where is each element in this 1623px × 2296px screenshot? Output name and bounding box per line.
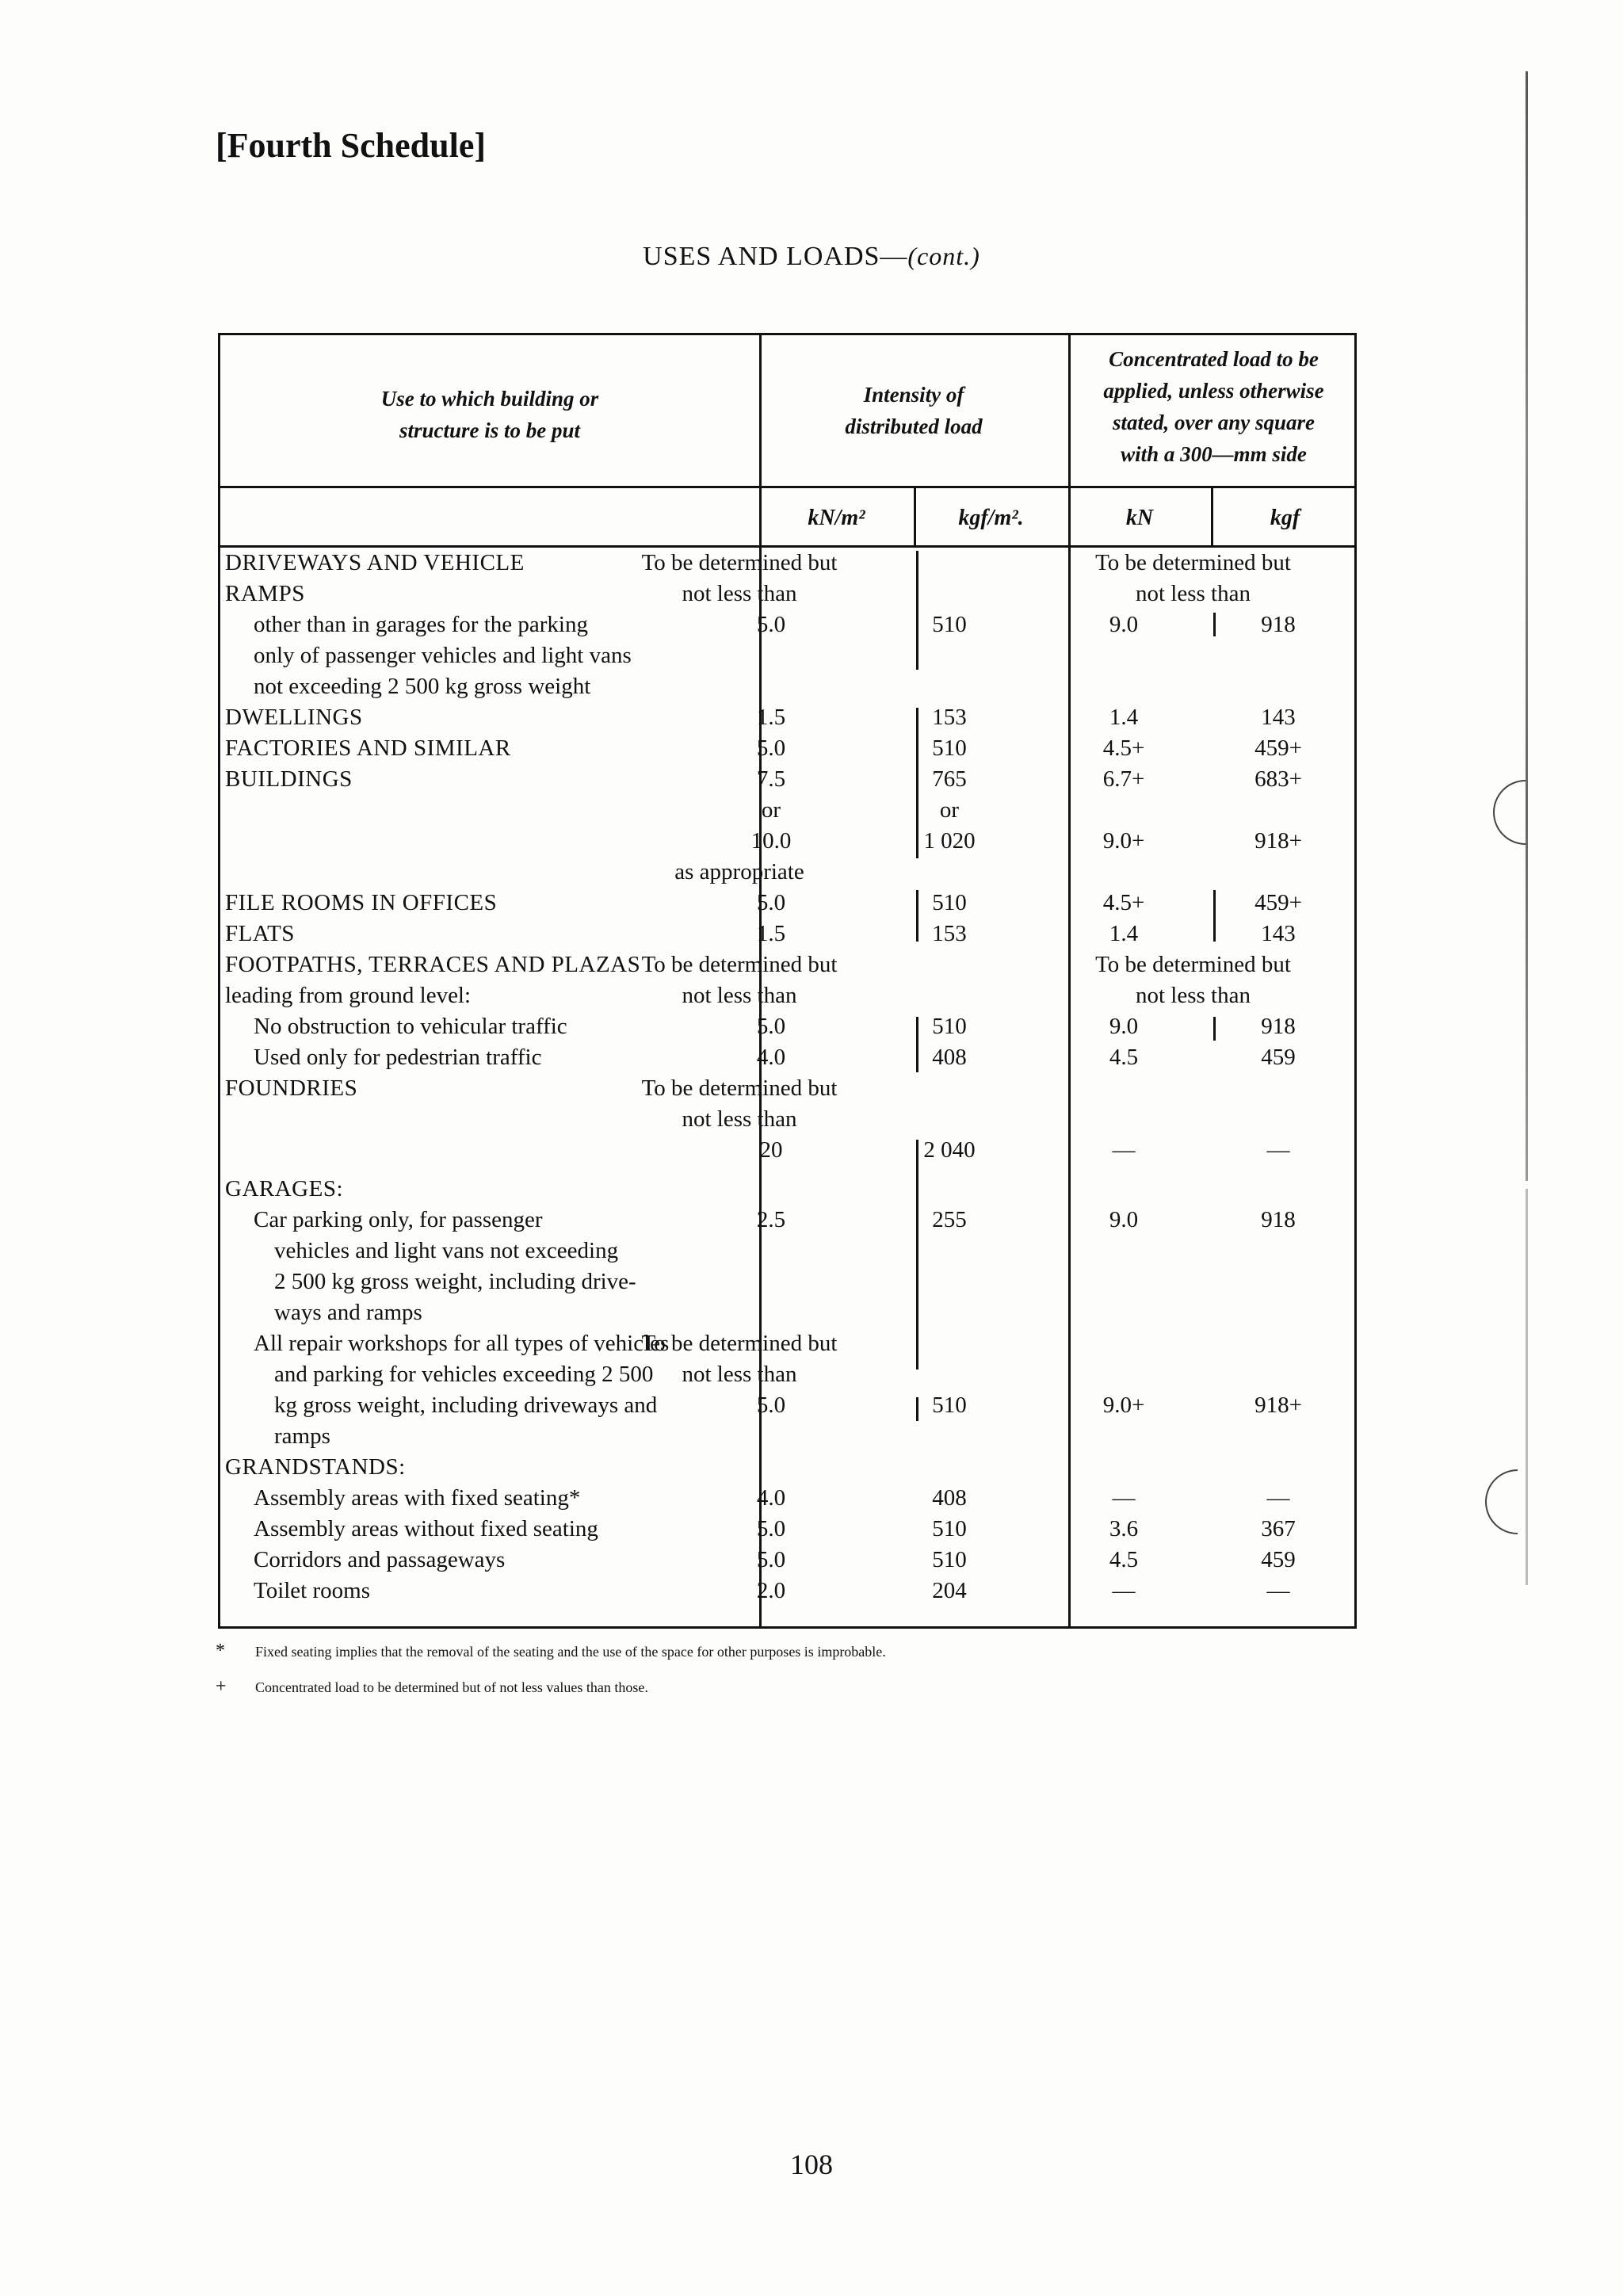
value-divider — [916, 708, 918, 858]
table-row — [220, 1328, 1359, 1359]
unit-kgf-per-m2: kgf/m². — [958, 506, 1024, 530]
kn-cell: 4.5+ — [1102, 735, 1145, 761]
concentrated-note: not less than — [1136, 983, 1251, 1008]
table-row — [220, 764, 1359, 795]
table-row — [220, 795, 1359, 826]
header-conc-line: applied, unless otherwise — [1103, 379, 1324, 403]
use-cell: FOOTPATHS, TERRACES AND PLAZAS — [225, 952, 641, 977]
intensity-note: not less than — [682, 581, 797, 606]
use-cell: FACTORIES AND SIMILAR — [225, 735, 511, 761]
kgf-cell: — — [1266, 1137, 1290, 1163]
use-cell: Car parking only, for passenger — [254, 1207, 543, 1232]
table-row — [220, 1576, 1359, 1606]
kn-m2-cell: 1.5 — [756, 921, 786, 946]
intensity-note: not less than — [682, 983, 797, 1008]
use-cell: Assembly areas without fixed seating — [254, 1516, 598, 1541]
kn-cell: 6.7+ — [1102, 766, 1145, 792]
kn-m2-cell: 5.0 — [756, 1547, 786, 1572]
table-row — [220, 1174, 1359, 1205]
page-title-text: USES AND LOADS— — [643, 242, 908, 271]
use-cell: FILE ROOMS IN OFFICES — [225, 890, 498, 915]
table-row — [220, 548, 1359, 579]
schedule-heading: [Fourth Schedule] — [216, 126, 486, 165]
use-cell: GRANDSTANDS: — [225, 1454, 406, 1480]
binder-hole — [1482, 1466, 1529, 1538]
kgf-cell: — — [1266, 1578, 1290, 1603]
footnote-symbol: * — [216, 1641, 225, 1661]
kn-m2-cell: 4.0 — [756, 1045, 786, 1070]
use-cell: DWELLINGS — [225, 705, 363, 730]
kgf-m2-cell: 510 — [932, 612, 967, 637]
intensity-note: To be determined but — [641, 1075, 838, 1101]
header-concentrated-load — [1068, 343, 1359, 470]
table-row — [220, 1135, 1359, 1166]
value-divider — [1213, 1017, 1216, 1041]
kgf-cell: 459+ — [1254, 890, 1302, 915]
kgf-cell: 459+ — [1254, 735, 1302, 761]
footnote-text: Fixed seating implies that the removal of the seating and the use of the space for other purposes is improbable. — [255, 1644, 886, 1660]
table-row — [220, 609, 1359, 640]
kgf-cell: 918+ — [1254, 1392, 1302, 1418]
intensity-note: not less than — [682, 1362, 797, 1387]
use-cell: FLATS — [225, 921, 295, 946]
use-cell: BUILDINGS — [225, 766, 353, 792]
kn-cell: 4.5 — [1109, 1045, 1139, 1070]
header-conc-line: Concentrated load to be — [1109, 347, 1319, 371]
kn-m2-cell: 5.0 — [756, 890, 786, 915]
use-cell: RAMPS — [225, 581, 305, 606]
use-cell: ramps — [274, 1423, 330, 1449]
table-row — [220, 671, 1359, 702]
concentrated-note: not less than — [1136, 581, 1251, 606]
use-cell: ways and ramps — [274, 1300, 422, 1325]
kgf-m2-cell: 510 — [932, 1516, 967, 1541]
value-divider — [916, 1140, 918, 1370]
unit-kn-per-m2: kN/m² — [808, 506, 865, 530]
kgf-cell: 143 — [1261, 921, 1296, 946]
kn-m2-cell: 7.5 — [756, 766, 786, 792]
unit-kgf: kgf — [1270, 506, 1300, 530]
kn-m2-cell: 5.0 — [756, 612, 786, 637]
use-cell: Used only for pedestrian traffic — [254, 1045, 542, 1070]
kn-cell: 9.0 — [1109, 612, 1139, 637]
table-row — [220, 1514, 1359, 1545]
footnote-symbol: + — [216, 1676, 227, 1697]
table-row — [220, 1236, 1359, 1266]
kn-m2-cell: 2.5 — [756, 1207, 786, 1232]
kn-cell: 1.4 — [1109, 705, 1139, 730]
kn-cell: 4.5 — [1109, 1547, 1139, 1572]
table-row — [220, 1452, 1359, 1483]
header-intensity-line: distributed load — [845, 415, 983, 438]
kgf-cell: 918 — [1261, 1014, 1296, 1039]
page-title-cont: (cont.) — [907, 242, 980, 270]
kgf-m2-cell: 2 040 — [923, 1137, 976, 1163]
kn-m2-cell: 5.0 — [756, 1516, 786, 1541]
value-divider — [916, 551, 918, 670]
table-divider — [220, 486, 1354, 488]
header-intensity — [759, 379, 1068, 442]
kn-cell: — — [1112, 1137, 1136, 1163]
kn-cell: 1.4 — [1109, 921, 1139, 946]
use-cell: leading from ground level: — [225, 983, 472, 1008]
kn-cell: — — [1112, 1578, 1136, 1603]
use-cell: other than in garages for the parking — [254, 612, 588, 637]
use-cell: Toilet rooms — [254, 1578, 370, 1603]
table-row — [220, 640, 1359, 671]
use-cell: No obstruction to vehicular traffic — [254, 1014, 567, 1039]
kgf-m2-cell: 204 — [932, 1578, 967, 1603]
kgf-m2-cell: 153 — [932, 705, 967, 730]
kn-cell: 4.5+ — [1102, 890, 1145, 915]
kgf-m2-cell: 765 — [932, 766, 967, 792]
table-row — [220, 1011, 1359, 1042]
kgf-m2-cell: 510 — [932, 1547, 967, 1572]
header-use — [220, 383, 759, 446]
table-row — [220, 579, 1359, 609]
use-cell: Assembly areas with fixed seating* — [254, 1485, 581, 1511]
kgf-cell: — — [1266, 1485, 1290, 1511]
use-cell: DRIVEWAYS AND VEHICLE — [225, 550, 525, 575]
unit-kn: kN — [1125, 506, 1154, 530]
table-row — [220, 1483, 1359, 1514]
header-intensity-line: Intensity of — [863, 383, 964, 407]
uses-and-loads-table — [218, 333, 1357, 1629]
use-cell: FOUNDRIES — [225, 1075, 358, 1101]
kn-cell: 9.0 — [1109, 1014, 1139, 1039]
kgf-m2-cell: or — [939, 797, 960, 823]
header-use-line: Use to which building or — [380, 387, 599, 411]
table-row — [220, 1104, 1359, 1135]
kn-cell: 9.0+ — [1102, 1392, 1145, 1418]
kn-cell: 3.6 — [1109, 1516, 1139, 1541]
kgf-m2-cell: 510 — [932, 735, 967, 761]
table-row — [220, 1390, 1359, 1421]
table-row — [220, 1297, 1359, 1328]
kn-m2-cell: 4.0 — [756, 1485, 786, 1511]
scan-edge-line — [1526, 71, 1528, 1181]
footnote-text: Concentrated load to be determined but of not less values than those. — [255, 1679, 648, 1695]
header-conc-line: with a 300—mm side — [1121, 442, 1307, 466]
page-title — [0, 242, 1623, 272]
table-row — [220, 1421, 1359, 1452]
kgf-m2-cell: 153 — [932, 921, 967, 946]
use-cell: All repair workshops for all types of vehicles — [254, 1331, 670, 1356]
use-cell: and parking for vehicles exceeding 2 500 — [274, 1362, 654, 1387]
kgf-m2-cell: 408 — [932, 1045, 967, 1070]
kn-m2-cell: 10.0 — [750, 828, 792, 854]
kn-cell: 9.0+ — [1102, 828, 1145, 854]
use-cell: Corridors and passageways — [254, 1547, 506, 1572]
kn-m2-cell: 20 — [759, 1137, 783, 1163]
table-row — [220, 857, 1359, 888]
use-cell: not exceeding 2 500 kg gross weight — [254, 674, 591, 699]
kgf-m2-cell: 510 — [932, 890, 967, 915]
kgf-cell: 367 — [1261, 1516, 1296, 1541]
use-cell: only of passenger vehicles and light vans — [254, 643, 632, 668]
table-row — [220, 1266, 1359, 1297]
kn-m2-cell: 5.0 — [756, 1014, 786, 1039]
table-row — [220, 733, 1359, 764]
table-row — [220, 1205, 1359, 1236]
kn-cell: — — [1112, 1485, 1136, 1511]
intensity-note: as appropriate — [674, 859, 804, 884]
kn-m2-cell: 5.0 — [756, 735, 786, 761]
table-row — [220, 1359, 1359, 1390]
kgf-cell: 143 — [1261, 705, 1296, 730]
concentrated-note: To be determined but — [1095, 550, 1291, 575]
table-row — [220, 702, 1359, 733]
use-cell: kg gross weight, including driveways and — [274, 1392, 658, 1418]
kgf-cell: 918+ — [1254, 828, 1302, 854]
use-cell: 2 500 kg gross weight, including drive- — [274, 1269, 636, 1294]
intensity-note: not less than — [682, 1106, 797, 1132]
value-divider — [916, 890, 918, 942]
kn-m2-cell: 5.0 — [756, 1392, 786, 1418]
kgf-cell: 918 — [1261, 1207, 1296, 1232]
table-row — [220, 1545, 1359, 1576]
table-row — [220, 826, 1359, 857]
value-divider — [1213, 890, 1216, 942]
table-row — [220, 1073, 1359, 1104]
kgf-m2-cell: 510 — [932, 1014, 967, 1039]
value-divider — [916, 1397, 918, 1421]
table-row — [220, 919, 1359, 949]
footnote — [216, 1676, 648, 1698]
table-row — [220, 1042, 1359, 1073]
kgf-cell: 459 — [1261, 1045, 1296, 1070]
binder-hole — [1490, 777, 1537, 848]
header-conc-line: stated, over any square — [1113, 411, 1315, 434]
intensity-note: To be determined but — [641, 952, 838, 977]
kgf-cell: 918 — [1261, 612, 1296, 637]
kgf-cell: 459 — [1261, 1547, 1296, 1572]
use-cell: vehicles and light vans not exceeding — [274, 1238, 619, 1263]
header-use-line: structure is to be put — [399, 418, 581, 442]
kn-cell: 9.0 — [1109, 1207, 1139, 1232]
kgf-m2-cell: 408 — [932, 1485, 967, 1511]
use-cell: GARAGES: — [225, 1176, 344, 1201]
kn-m2-cell: or — [761, 797, 781, 823]
kgf-cell: 683+ — [1254, 766, 1302, 792]
value-divider — [1213, 613, 1216, 636]
table-row — [220, 980, 1359, 1011]
kgf-m2-cell: 510 — [932, 1392, 967, 1418]
kgf-m2-cell: 1 020 — [923, 828, 976, 854]
table-row — [220, 949, 1359, 980]
page-number: 108 — [790, 2149, 833, 2180]
value-divider — [916, 1017, 918, 1072]
intensity-note: To be determined but — [641, 1331, 838, 1356]
kn-m2-cell: 1.5 — [756, 705, 786, 730]
concentrated-note: To be determined but — [1095, 952, 1291, 977]
kgf-m2-cell: 255 — [932, 1207, 967, 1232]
kn-m2-cell: 2.0 — [756, 1578, 786, 1603]
intensity-note: To be determined but — [641, 550, 838, 575]
table-row — [220, 888, 1359, 919]
footnote — [216, 1641, 886, 1662]
